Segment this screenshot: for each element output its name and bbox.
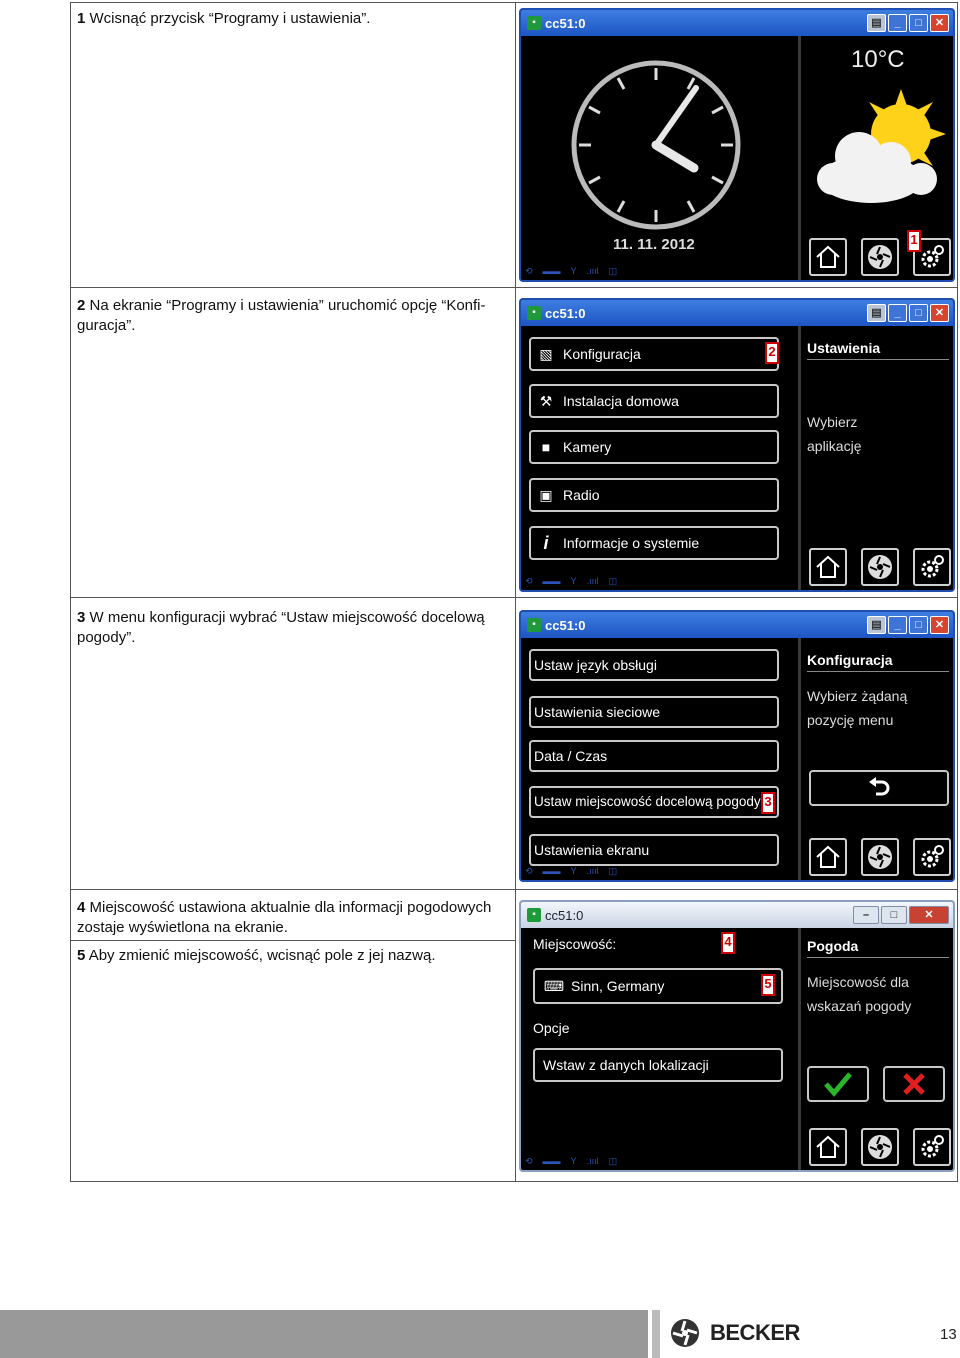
callout-3: 3	[761, 792, 775, 814]
footer-bar	[0, 1310, 648, 1358]
minimize-button[interactable]: _	[888, 616, 907, 634]
window-title: ▪ cc51:0	[527, 14, 585, 32]
configuration-panel	[798, 638, 953, 880]
window-titlebar	[521, 612, 953, 638]
fan-icon	[866, 1133, 894, 1161]
menu-radio[interactable]: ▣ Radio	[529, 478, 779, 512]
settings-panel	[798, 326, 953, 590]
window-title: ▪ cc51:0	[527, 906, 583, 924]
maximize-button[interactable]: □	[909, 14, 928, 32]
window-titlebar	[521, 902, 953, 928]
back-button[interactable]	[809, 770, 949, 806]
location-label: Miejscowość:	[533, 936, 617, 952]
print-button[interactable]: ▤	[867, 14, 886, 32]
step-divider	[71, 940, 515, 941]
callout-5: 5	[761, 974, 775, 996]
status-bar: ⟲ ▬▬ Y .ıııl ◫	[525, 575, 618, 586]
callout-4: 4	[721, 932, 735, 954]
page-number: 13	[940, 1326, 957, 1343]
minimize-button[interactable]: _	[888, 14, 907, 32]
minimize-button[interactable]: _	[888, 304, 907, 322]
status-bar: ⟲ ▬▬ Y .ıııl ◫	[525, 865, 618, 876]
menu-konfiguracja[interactable]: ▧ Konfiguracja	[529, 337, 779, 371]
home-icon	[814, 553, 842, 581]
step-3-text: 3 W menu konfiguracji wybrać “Ustaw miejscowość docelową pogody”.	[77, 609, 485, 646]
panel-hint: Wybierz żądaną pozycję menu	[807, 688, 908, 728]
weather-settings-panel	[798, 928, 953, 1170]
becker-logo-icon	[670, 1318, 700, 1348]
fan-button[interactable]	[861, 1128, 899, 1166]
home-icon	[814, 843, 842, 871]
app-icon: ▪	[527, 908, 541, 922]
camera-icon: ■	[541, 439, 551, 455]
column-divider	[515, 3, 516, 287]
menu-ustaw-jezyk[interactable]: Ustaw język obsługi	[529, 649, 779, 681]
info-icon: i	[543, 533, 549, 553]
window-titlebar	[521, 300, 953, 326]
callout-2: 2	[765, 342, 779, 364]
menu-ustawienia-ekranu[interactable]: Ustawienia ekranu	[529, 834, 779, 866]
footer-bar-accent	[652, 1310, 660, 1358]
gear-icon	[918, 1133, 946, 1161]
status-bar: ⟲ ▬▬ Y .ıııl ◫	[525, 1155, 618, 1166]
maximize-button[interactable]: □	[909, 616, 928, 634]
menu-ustawienia-sieciowe[interactable]: Ustawienia sieciowe	[529, 696, 779, 728]
settings-button[interactable]	[913, 548, 951, 586]
temperature-display: 10°C	[851, 46, 905, 73]
home-button[interactable]	[809, 1128, 847, 1166]
configuration-screen	[519, 610, 955, 882]
brand-name: BECKER	[710, 1320, 800, 1345]
close-button[interactable]: ✕	[930, 14, 949, 32]
menu-ustaw-miejscowosc-pogody[interactable]: Ustaw miejscowość docelową pogody	[529, 786, 779, 818]
fan-button[interactable]	[861, 238, 899, 276]
cancel-button[interactable]	[883, 1066, 945, 1102]
gear-icon	[918, 553, 946, 581]
gear-icon	[918, 243, 946, 271]
weather-location-screen	[519, 900, 955, 1172]
status-bar: ⟲ ▬▬ Y .ıııl ◫	[525, 265, 618, 276]
fan-icon	[866, 843, 894, 871]
menu-informacje-o-systemie[interactable]: i Informacje o systemie	[529, 526, 779, 560]
home-button[interactable]	[809, 238, 847, 276]
menu-data-czas[interactable]: Data / Czas	[529, 740, 779, 772]
app-icon: ▪	[527, 306, 541, 320]
callout-1: 1	[907, 230, 921, 252]
maximize-button[interactable]: □	[881, 906, 907, 924]
maximize-button[interactable]: □	[909, 304, 928, 322]
window-title: ▪ cc51:0	[527, 304, 585, 322]
home-screen	[519, 8, 955, 282]
home-button[interactable]	[809, 838, 847, 876]
step-2-text: 2 Na ekranie “Programy i ustawienia” uruchomić opcję “Konfi- guracja”.	[77, 297, 486, 334]
brand-logo	[670, 1318, 800, 1348]
close-button[interactable]: ✕	[909, 906, 949, 924]
column-divider	[515, 890, 516, 1181]
fan-icon	[866, 243, 894, 271]
close-button[interactable]: ✕	[930, 616, 949, 634]
fan-button[interactable]	[861, 548, 899, 586]
menu-kamery[interactable]: ■ Kamery	[529, 430, 779, 464]
analog-clock	[561, 50, 751, 240]
location-field[interactable]: ⌨ Sinn, Germany	[533, 968, 783, 1004]
step-1-text: 1 Wcisnąć przycisk “Programy i ustawienia”.	[77, 10, 371, 27]
column-divider	[515, 598, 516, 889]
use-location-data-button[interactable]: Wstaw z danych lokalizacji	[533, 1048, 783, 1082]
column-divider	[515, 288, 516, 597]
configuration-icon: ▧	[539, 346, 553, 362]
home-icon	[814, 1133, 842, 1161]
window-titlebar	[521, 10, 953, 36]
sun-cloud-icon	[811, 84, 951, 214]
cross-icon	[902, 1072, 926, 1096]
print-button[interactable]: ▤	[867, 616, 886, 634]
minimize-button[interactable]: –	[853, 906, 879, 924]
app-icon: ▪	[527, 16, 541, 30]
home-icon	[814, 243, 842, 271]
programs-screen	[519, 298, 955, 592]
clock-date: 11. 11. 2012	[613, 236, 695, 253]
home-button[interactable]	[809, 548, 847, 586]
options-label: Opcje	[533, 1020, 570, 1036]
wrench-icon: ⚒	[539, 393, 553, 409]
window-title: ▪ cc51:0	[527, 616, 585, 634]
fan-button[interactable]	[861, 838, 899, 876]
close-button[interactable]: ✕	[930, 304, 949, 322]
panel-hint: Wybierz aplikację	[807, 414, 862, 454]
weather-panel	[798, 36, 953, 280]
keyboard-icon: ⌨	[543, 978, 565, 994]
panel-title: Konfiguracja	[807, 652, 949, 672]
print-button[interactable]: ▤	[867, 304, 886, 322]
settings-button[interactable]	[913, 1128, 951, 1166]
panel-title: Pogoda	[807, 938, 949, 958]
settings-button[interactable]	[913, 838, 951, 876]
back-arrow-icon	[866, 776, 892, 800]
step-5-text: 5 Aby zmienić miejscowość, wcisnąć pole z jej nazwą.	[77, 947, 436, 964]
panel-hint: Miejscowość dla wskazań pogody	[807, 974, 912, 1014]
gear-icon	[918, 843, 946, 871]
panel-title: Ustawienia	[807, 340, 949, 360]
fan-icon	[866, 553, 894, 581]
confirm-button[interactable]	[807, 1066, 869, 1102]
step-4-text: 4 Miejscowość ustawiona aktualnie dla informacji pogodowych zostaje wyświetlona na ekranie.	[77, 899, 492, 936]
menu-instalacja-domowa[interactable]: ⚒ Instalacja domowa	[529, 384, 779, 418]
radio-icon: ▣	[539, 487, 553, 503]
app-icon: ▪	[527, 618, 541, 632]
checkmark-icon	[823, 1071, 853, 1097]
